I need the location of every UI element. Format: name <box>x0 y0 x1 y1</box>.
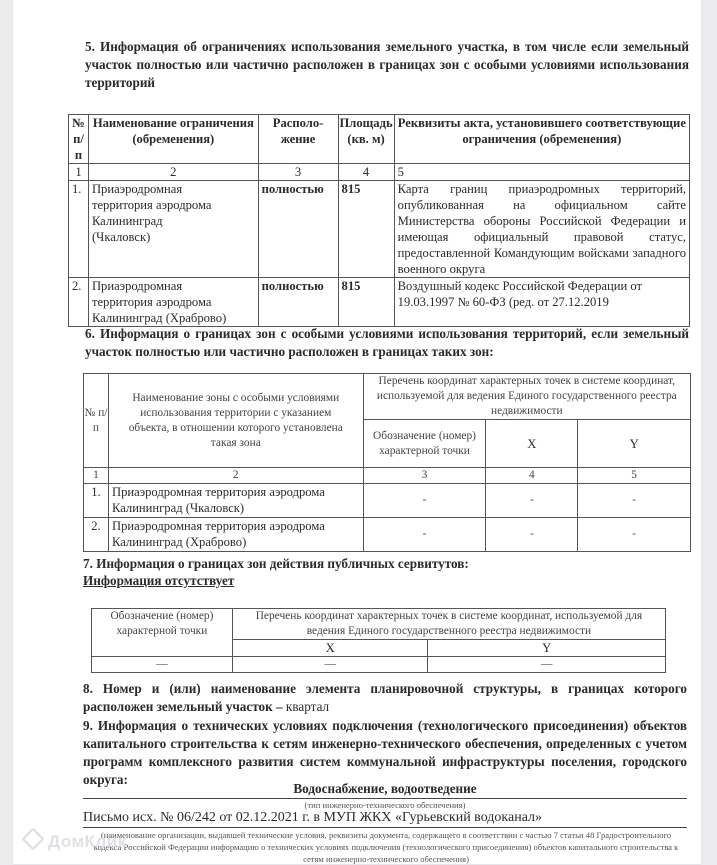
col-header-act: Реквизиты акта, установившего соответствующие ограничения (обременения) <box>394 115 689 164</box>
servitudes-table <box>91 608 666 673</box>
zones-table <box>83 373 691 552</box>
letter-reference: Письмо исх. № 06/242 от 02.12.2021 г. в МУП ЖКХ «Гурьевский водоканал» <box>83 808 687 828</box>
watermark <box>22 828 127 852</box>
section8-heading: 8. Номер и (или) наименование элемента планировочной структуры, в границах которого расположен земельный участок – <box>83 681 687 714</box>
section5-heading <box>85 38 689 92</box>
col-header-point: Обозначение (номер) характерной точки <box>363 420 486 468</box>
index-cell: 2 <box>88 164 258 181</box>
row-area: 815 <box>338 278 394 327</box>
section6-heading <box>85 325 689 361</box>
section6-heading-text: 6. Информация о границах зон с особыми условиями использования территорий, если земельный участок полностью или частично расположен в границах таких зон: <box>85 326 689 359</box>
col-header-num: № п/п <box>84 374 109 468</box>
table-header-row <box>69 115 690 164</box>
table-row <box>92 657 666 673</box>
row-name: Приаэродромная территория аэродрома Калининград (Храброво) <box>88 278 258 327</box>
watermark-text: ДомКлик <box>48 832 127 851</box>
index-cell: 3 <box>258 164 338 181</box>
restrictions-table <box>68 114 690 327</box>
row-y: - <box>578 518 691 552</box>
section5-heading-text: 5. Информация об ограничениях использования земельного участка, в том числе если земельный участок полностью или частично расположен в границах зон с особыми условиями использования территорий <box>85 39 689 90</box>
section9-heading-text: 9. Информация о технических условиях подключения (технологического присоединения) объектов капитального строительства к сетям инженерно-технического обеспечения, определенных с учетом программ комплексного развития систем коммунальной инфраструктуры поселения, городского округа: <box>83 718 687 787</box>
supply-type: Водоснабжение, водоотведение <box>83 780 687 799</box>
row-x: — <box>232 657 428 673</box>
table-header-row <box>84 374 691 420</box>
col-header-name: Наименование ограничения (обременения) <box>88 115 258 164</box>
section8-value: квартал <box>282 699 330 714</box>
col-header-location: Располо-жение <box>258 115 338 164</box>
index-cell: 4 <box>338 164 394 181</box>
row-location: полностью <box>258 181 338 278</box>
col-header-y: Y <box>578 420 691 468</box>
col-header-point: Обозначение (номер) характерной точки <box>92 609 233 657</box>
table-row <box>84 484 691 518</box>
col-header-x: X <box>232 640 428 657</box>
row-num: 2. <box>84 518 109 552</box>
row-y: - <box>578 484 691 518</box>
row-area: 815 <box>338 181 394 278</box>
index-cell: 1 <box>84 468 109 484</box>
section7-heading-text: 7. Информация о границах зон действия публичных сервитутов: <box>83 556 469 571</box>
col-header-area: Площадь (кв. м) <box>338 115 394 164</box>
letter-caption: (наименование организации, выдавшей технические условия, реквизиты документа, содержащего в соответствии с частью 7 статьи 48 Градостроительного кодекса Российской Федерации информацию о технических условиях подключения (технологического присоединения) объектов капитального строительства к сетям инженерно-технического обеспечения) <box>93 830 679 864</box>
section7-heading <box>83 555 687 573</box>
supply-type-caption: (тип инженерно-технического обеспечения) <box>304 800 466 810</box>
col-header-name: Наименование зоны с особыми условиями использования территории с указанием объекта, в отношении которого установлена такая зона <box>108 374 363 468</box>
table-row <box>69 181 690 278</box>
index-row <box>69 164 690 181</box>
index-row <box>84 468 691 484</box>
section8-paragraph <box>83 680 687 716</box>
index-cell: 3 <box>363 468 486 484</box>
row-act: Карта границ приаэродромных территорий, опубликованная на официальном сайте Министерства обороны Российской Федерации и имеющая официальный правовой статус, предоставленной Командующим войсками западного военного округа <box>394 181 689 278</box>
index-cell: 4 <box>486 468 578 484</box>
col-header-coords: Перечень координат характерных точек в системе координат, используемой для ведения Единого государственного реестра недвижимости <box>232 609 665 640</box>
index-cell: 5 <box>578 468 691 484</box>
col-header-coords: Перечень координат характерных точек в системе координат, используемой для ведения Единого государственного реестра недвижимости <box>363 374 690 420</box>
row-num: 1. <box>84 484 109 518</box>
col-header-y: Y <box>428 640 666 657</box>
row-point: - <box>363 518 486 552</box>
row-y: — <box>428 657 666 673</box>
row-point: - <box>363 484 486 518</box>
section7-subheading: Информация отсутствует <box>83 573 235 588</box>
table-row <box>69 278 690 327</box>
row-point: — <box>92 657 233 673</box>
row-x: - <box>486 484 578 518</box>
table-row <box>84 518 691 552</box>
row-name: Приаэродромная территория аэродрома Калининград (Чкаловск) <box>88 181 258 278</box>
table-header-row <box>92 609 666 640</box>
row-act: Воздушный кодекс Российской Федерации от 19.03.1997 № 60-ФЗ (ред. от 27.12.2019 <box>394 278 689 327</box>
col-header-num: № п/п <box>69 115 89 164</box>
col-header-x: X <box>486 420 578 468</box>
index-cell: 5 <box>394 164 689 181</box>
row-x: - <box>486 518 578 552</box>
row-num: 1. <box>69 181 89 278</box>
row-location: полностью <box>258 278 338 327</box>
index-cell: 1 <box>69 164 89 181</box>
index-cell: 2 <box>108 468 363 484</box>
row-name: Приаэродромная территория аэродрома Калининград (Храброво) <box>108 518 363 552</box>
row-name: Приаэродромная территория аэродрома Калининград (Чкаловск) <box>108 484 363 518</box>
section9-heading <box>83 717 687 789</box>
row-num: 2. <box>69 278 89 327</box>
house-logo-icon <box>21 827 44 850</box>
